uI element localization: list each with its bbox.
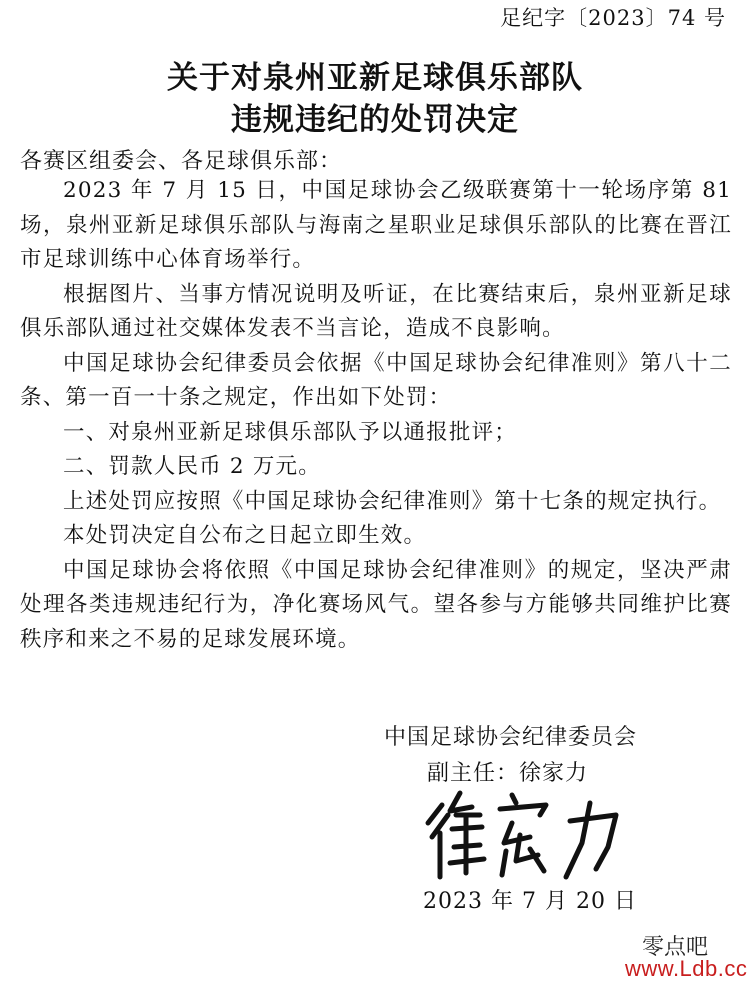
paragraph-basis: 中国足球协会纪律委员会依据《中国足球协会纪律准则》第八十二条、第一百一十条之规定，作出如下处罚：: [20, 350, 732, 410]
watermark-url: www.Ldb.cc: [625, 956, 748, 981]
watermark-site-name: 零点吧: [642, 935, 709, 960]
document-title-line-2: 违规违纪的处罚决定: [231, 102, 519, 138]
document-body: [20, 174, 732, 657]
deputy-director: 副主任：徐家力: [427, 761, 589, 786]
document-number: 足纪字〔2023〕74 号: [500, 6, 726, 30]
penalty-item-2: 二、罚款人民币 2 万元。: [63, 454, 321, 479]
paragraph-closing: 中国足球协会将依照《中国足球协会纪律准则》的规定，坚决严肃处理各类违规违纪行为，净化赛场风气。望各参与方能够共同维护比赛秩序和来之不易的足球发展环境。: [20, 557, 732, 652]
paragraph-findings: 根据图片、当事方情况说明及听证，在比赛结束后，泉州亚新足球俱乐部队通过社交媒体发表不当言论，造成不良影响。: [20, 281, 732, 341]
issuing-organization: 中国足球协会纪律委员会: [384, 725, 638, 750]
issue-date: 2023 年 7 月 20 日: [423, 889, 637, 914]
handwritten-signature: [420, 785, 620, 885]
paragraph-match-info: 2023 年 7 月 15 日，中国足球协会乙级联赛第十一轮场序第 81 场，泉州亚新足球俱乐部队与海南之星职业足球俱乐部队的比赛在晋江市足球训练中心体育场举行。: [20, 178, 732, 272]
document-title-line-1: 关于对泉州亚新足球俱乐部队: [167, 60, 583, 96]
salutation: 各赛区组委会、各足球俱乐部：: [20, 149, 343, 174]
paragraph-effective: 本处罚决定自公布之日起立即生效。: [63, 523, 427, 548]
penalty-item-1: 一、对泉州亚新足球俱乐部队予以通报批评；: [63, 419, 518, 445]
paragraph-execution: 上述处罚应按照《中国足球协会纪律准则》第十七条的规定执行。: [63, 488, 722, 514]
